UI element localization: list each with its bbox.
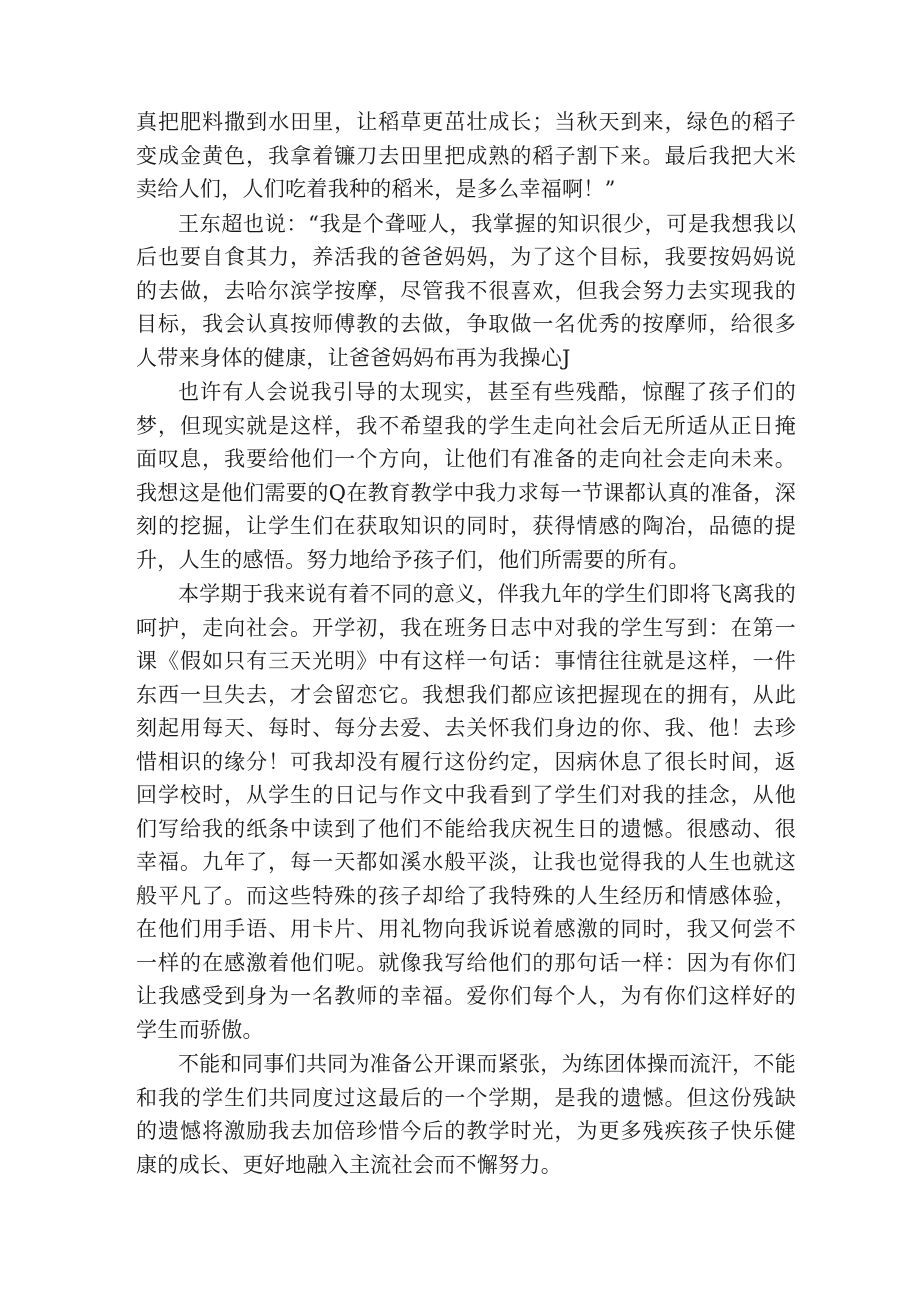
document-body [136,106,796,1182]
paragraph-semester-meaning: 本学期于我来说有着不同的意义，伴我九年的学生们即将飞离我的呵护，走向社会。开学初，我在班务日志中对我的学生写到：在第一课《假如只有三天光明》中有这样一句话：事情往往就是这样，一件东西一旦失去，才会留恋它。我想我们都应该把握现在的拥有，从此刻起用每天、每时、每分去爱、去关怀我们身边的你、我、他！去珍惜相识的缘分！可我却没有履行这份约定，因病休息了很长时间，返回学校时，从学生的日记与作文中我看到了学生们对我的挂念，从他们写给我的纸条中读到了他们不能给我庆祝生日的遗憾。很感动、很幸福。九年了，每一天都如溪水般平淡，让我也觉得我的人生也就这般平凡了。而这些特殊的孩子却给了我特殊的人生经历和情感体验，在他们用手语、用卡片、用礼物向我诉说着感激的同时，我又何尝不一样的在感激着他们呢。就像我写给他们的那句话一样：因为有你们让我感受到身为一名教师的幸福。爱你们每个人，为有你们这样好的学生而骄傲。 [136,582,796,1042]
paragraph-wang-dongchao: 王东超也说：“我是个聋哑人，我掌握的知识很少，可是我想我以后也要自食其力，养活我的爸爸妈妈，为了这个目标，我要按妈妈说的去做，去哈尔滨学按摩，尽管我不很喜欢，但我会努力去实现我的目标，我会认真按师傅教的去做，争取做一名优秀的按摩师，给很多人带来身体的健康，让爸爸妈妈布再为我操心J [136,211,796,370]
paragraph-regret-and-resolve: 不能和同事们共同为准备公开课而紧张，为练团体操而流汗，不能和我的学生们共同度过这最后的一个学期，是我的遗憾。但这份残缺的遗憾将激励我去加倍珍惜今后的教学时光，为更多残疾孩子快乐健康的成长、更好地融入主流社会而不懈努力。 [136,1052,796,1177]
paragraph-rice-farming-dream: 真把肥料撒到水田里，让稻草更茁壮成长；当秋天到来，绿色的稻子变成金黄色，我拿着镰刀去田里把成熟的稻子割下来。最后我把大米卖给人们，人们吃着我种的稻米，是多么幸福啊！” [136,110,796,201]
paragraph-realistic-guidance: 也许有人会说我引导的太现实，甚至有些残酷，惊醒了孩子们的梦，但现实就是这样，我不希望我的学生走向社会后无所适从正日掩面叹息，我要给他们一个方向，让他们有准备的走向社会走向未来。我想这是他们需要的Q在教育教学中我力求每一节课都认真的准备，深刻的挖掘，让学生们在获取知识的同时，获得情感的陶冶，品德的提升，人生的感悟。努力地给予孩子们，他们所需要的所有。 [136,380,796,572]
